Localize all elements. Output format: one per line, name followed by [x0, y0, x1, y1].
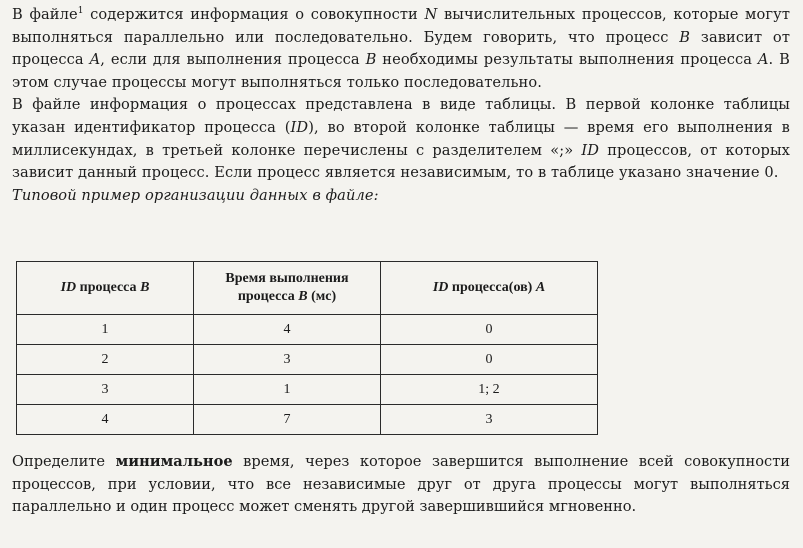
header-process-a-ids [381, 262, 598, 315]
question-paragraph [12, 451, 790, 519]
cell-id: 3 [17, 375, 194, 405]
text: В файле информация о процессах представлена в виде таблицы. В первой колонке таблицы указан идентификатор процесса ( [12, 96, 790, 136]
variable-a: A [89, 51, 101, 69]
header-execution-time [194, 262, 381, 315]
table-row [17, 405, 598, 435]
text: A [535, 280, 546, 295]
text: содержится информация о совокупности [83, 6, 425, 23]
text: ), во второй колонке таблицы — время его выполнения в миллисекундах, в третьей колонке перечислены с разделителем «;» [12, 118, 790, 159]
text: ID [432, 280, 449, 295]
example-table [16, 261, 598, 435]
text: Определите [12, 453, 116, 470]
text: ID [60, 280, 77, 295]
text: процессов, от которых зависит данный процесс. Если процесс является независимым, то в таблице указано значение 0. [12, 141, 791, 182]
text: необходимы результаты выполнения процесса [376, 51, 758, 69]
emphasis: минимальное [115, 453, 233, 470]
cell-deps: 1; 2 [381, 375, 598, 405]
text: B [298, 289, 308, 304]
text: процесса [76, 280, 141, 295]
text: зависит от процесса [12, 28, 790, 69]
table-row [17, 375, 598, 405]
example-caption: Типовой пример организации данных в файле: [12, 186, 379, 204]
cell-id: 2 [17, 345, 194, 375]
cell-deps: 0 [381, 315, 598, 345]
table-header-row [17, 262, 598, 315]
text: . В этом случае процессы могут выполняться только последовательно. [12, 51, 790, 91]
table-row [17, 345, 598, 375]
paragraph-1 [12, 4, 790, 94]
text: B [140, 280, 150, 295]
text: Время выполнения [225, 271, 349, 286]
variable-id: ID [581, 141, 600, 159]
paragraph-2 [12, 94, 790, 184]
variable-id: ID [290, 118, 309, 136]
question-text [12, 451, 790, 519]
cell-id: 1 [17, 315, 194, 345]
text: В файле [12, 6, 78, 23]
text: процесса [237, 289, 299, 304]
problem-statement [12, 4, 790, 207]
text: , если для выполнения процесса [100, 51, 366, 69]
cell-time: 4 [194, 315, 381, 345]
text: процесса(ов) [448, 280, 536, 295]
table-row [17, 315, 598, 345]
variable-n: N [424, 6, 438, 23]
cell-deps: 0 [381, 345, 598, 375]
cell-time: 7 [194, 405, 381, 435]
cell-time: 3 [194, 345, 381, 375]
footnote-marker: 1 [77, 6, 84, 17]
text: вычислительных процессов, которые могут выполняться параллельно или последовательно. Будем говорить, что процесс [12, 6, 790, 46]
text: (мс) [307, 289, 337, 304]
cell-deps: 3 [381, 405, 598, 435]
example-table-container [16, 261, 598, 435]
variable-b: B [365, 51, 377, 69]
header-process-b-id [17, 262, 194, 315]
variable-a: A [757, 51, 769, 69]
text: время, через которое завершится выполнение всей совокупности процессов, при условии, что все независимые друг от друга процессы могут выполняться параллельно и один процесс может сменять другой завершившийся мгновенно. [12, 453, 790, 516]
cell-time: 1 [194, 375, 381, 405]
variable-b: B [679, 28, 691, 46]
cell-id: 4 [17, 405, 194, 435]
